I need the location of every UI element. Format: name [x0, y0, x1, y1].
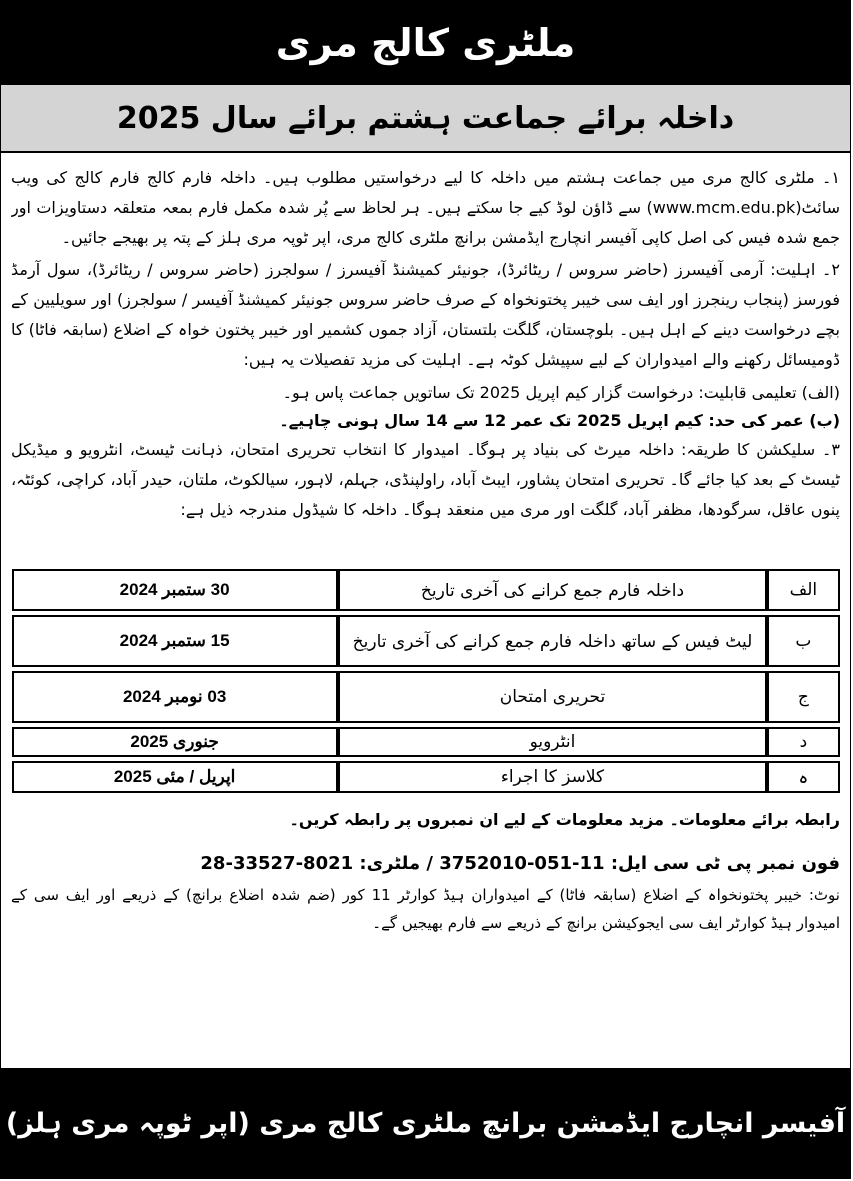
schedule-letter: ج: [767, 671, 839, 723]
schedule-date: 03 نومبر 2024: [12, 671, 338, 723]
schedule-description: تحریری امتحان: [338, 671, 767, 723]
schedule-row: [12, 761, 840, 793]
paragraph-selection: ۳۔ سلیکشن کا طریقہ: داخلہ میرٹ کی بنیاد پر ہوگا۔ امیدوار کا انتخاب تحریری امتحان، ذہانت ٹیسٹ، انٹرویو و میڈیکل ٹیسٹ کے بعد کیا جائے گا۔ تحریری امتحان پشاور، ایبٹ آباد، راولپنڈی، جہلم، لاہور، سیالکوٹ، ملتان، حیدر آباد، کراچی، کوئٹہ، پنوں عاقل، سرگودھا، مظفر آباد، گلگت اور مری میں منعقد ہوگا۔ داخلہ کا شیڈول مندرجہ ذیل ہے:: [11, 440, 840, 519]
schedule-row: [12, 727, 840, 757]
schedule-date: جنوری 2025: [12, 727, 338, 757]
schedule-description: داخلہ فارم جمع کرانے کی آخری تاریخ: [338, 569, 767, 611]
schedule-description: لیٹ فیس کے ساتھ داخلہ فارم جمع کرانے کی آخری تاریخ: [338, 615, 767, 667]
footer-banner: [1, 1068, 850, 1178]
schedule-date: 30 ستمبر 2024: [12, 569, 338, 611]
contact-phone-numbers: فون نمبر پی ٹی سی ایل: 11-051-3752010 / ملٹری: 8021-33527-28: [200, 853, 840, 874]
schedule-description: کلاسز کا اجراء: [338, 761, 767, 793]
paragraph-eligibility: ۲۔ اہلیت: آرمی آفیسرز (حاضر سروس / ریٹائرڈ)، جونیئر کمیشنڈ آفیسرز / سولجرز (حاضر سروس / ریٹائرڈ)، سول آرمڈ فورسز (پنجاب رینجرز اور ایف سی خیبر پختونخواہ کے صرف حاضر سروس جونیئر کمیشنڈ آفیسر / سولجرز) اور سویلیین کے بچے درخواست دینے کے اہل ہیں۔ بلوچستان، گلگت بلتستان، آزاد جموں کشمیر اور خیبر پختون خواہ کے اضلاع (سابقہ فاٹا) کا ڈومیسائل رکھنے والے امیدواران کے لیے سپیشل کوٹہ ہے۔ اہلیت کی مزید تفصیلات یہ ہیں:: [11, 260, 840, 369]
schedule-table: [12, 565, 840, 797]
schedule-letter: ب: [767, 615, 839, 667]
schedule-row: [12, 615, 840, 667]
schedule-letter: الف: [767, 569, 839, 611]
education-requirement: (الف) تعلیمی قابلیت: درخواست گزار کیم اپریل 2025 تک ساتویں جماعت پاس ہو۔: [282, 383, 840, 402]
schedule-letter: د: [767, 727, 839, 757]
schedule-letter: ہ: [767, 761, 839, 793]
college-title: ملٹری کالج مری: [275, 21, 576, 65]
contact-heading: رابطہ برائے معلومات۔ مزید معلومات کے لیے ان نمبروں پر رابطہ کریں۔: [289, 810, 840, 829]
fata-note: نوٹ: خیبر پختونخواہ کے اضلاع (سابقہ فاٹا) کے امیدواران ہیڈ کوارٹر 11 کور (ضم شدہ اضلاع برانچ) کے ذریعے اور ایف سی کے امیدوار ہیڈ کوارٹر ایف سی ایجوکیشن برانچ کے ذریعے سے فارم بھیجیں گے۔: [11, 886, 840, 932]
college-title-banner: [1, 1, 850, 85]
schedule-description: انٹرویو: [338, 727, 767, 757]
schedule-row: [12, 671, 840, 723]
admission-subtitle-banner: [1, 85, 850, 153]
admission-subtitle: داخلہ برائے جماعت ہشتم برائے سال 2025: [116, 100, 735, 136]
schedule-row: [12, 569, 840, 611]
body-text: [1, 153, 850, 559]
age-limit: (ب) عمر کی حد: کیم اپریل 2025 تک عمر 12 سے 14 سال ہونی چاہیے۔: [279, 411, 840, 430]
contact-section: [1, 797, 850, 881]
schedule-date: 15 ستمبر 2024: [12, 615, 338, 667]
schedule-date: اپریل / مئی 2025: [12, 761, 338, 793]
paragraph-applications: ۱۔ ملٹری کالج مری میں جماعت ہشتم میں داخلہ کا لیے درخواستیں مطلوب ہیں۔ داخلہ فارم کالج فارم کالج کی ویب سائٹ(www.mcm.edu.pk) سے ڈاؤن لوڈ کیے جا سکتے ہیں۔ ہر لحاظ سے پُر شدہ مکمل فارم بمعہ متعلقہ دستاویزات اور جمع شدہ فیس کی اصل کاپی آفیسر انچارج ایڈمشن برانچ ملٹری کالج مری، اپر ٹوپہ مری ہلز کے پتہ پر بھیجے جائیں۔: [11, 168, 840, 247]
footer-address: آفیسر انچارج ایڈمشن برانچ ملٹری کالج مری (اپر ٹوپہ مری ہلز): [5, 1107, 846, 1139]
